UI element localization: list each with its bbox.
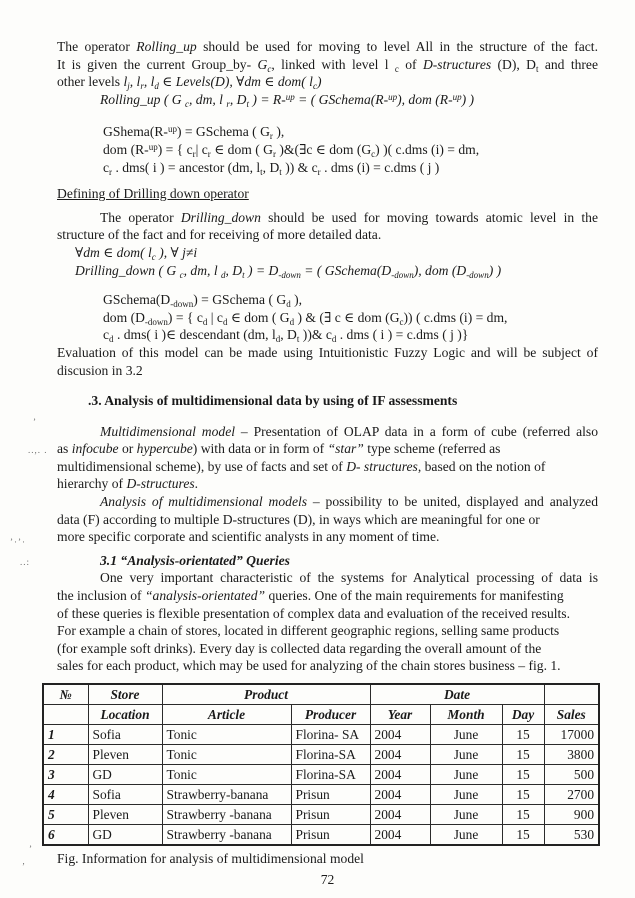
scan-artifact: ‚ [22,856,26,866]
scan-artifact: ’ [33,417,37,427]
text-line: Rolling_up ( G $_c$, dm, l $_r$, $D_t$ ) = R-$^{up}$ = ( GSchema(R-$^{up}$), dom (R-$^{up}$) ) [100,91,475,109]
text-line: GShema(R-$^{up}$) = GSchema ( $G_r$ ), [103,124,285,142]
table-cell: 2004 [370,805,430,825]
table-cell: June [430,725,502,745]
table-body [43,725,599,846]
multidimensional-model-paragraph [57,423,598,493]
text-line: hierarchy of D-structures. [57,476,199,492]
table-cell: Florina-SA [291,765,370,785]
column-header-date: Date [370,684,544,705]
text-line: dom (R-$^{up}$) = { $c_r|$ $c_r$ ∈ dom ( $G_r$ )&(∃c ∈ dom $(G_c)$ )( c.dms (i) = dm, [103,141,480,159]
analysis-models-paragraph [57,493,598,546]
text-line: $c_d$ . dms( i )∈ descendant (dm, $l_d$, $D_t$ ))& $c_d$ . dms ( i ) = c.dms ( j )} [103,327,469,345]
scan-artifact: ’·’· [10,537,26,547]
table-cell: Florina- SA [291,725,370,745]
column-header-location: Location [88,705,162,725]
table-cell: 2004 [370,765,430,785]
table-cell: 3 [43,765,88,785]
table-header [43,684,599,725]
table-cell: Pleven [88,745,162,765]
table-cell: 2004 [370,745,430,765]
text-line: $c_r$ . dms( i ) = ancestor (dm, $l_t$, $D_t$ )) & $c_r$ . dms (i) = c.dms ( j ) [103,159,440,177]
text-line: the inclusion of “analysis-orientated” queries. One of the main requirements for manifesting [57,588,564,604]
table-cell: 2004 [370,825,430,846]
table-cell: 2700 [544,785,599,805]
text-line: dom $(D_{-down})$ = { $c_d$ | $c_d$ ∈ dom ( $G_d$ ) & (∃ c ∈ dom $(G_c)$) ( c.dms (i) = dm, [103,309,508,327]
text-line: For example a chain of stores, located in different geographic regions, selling same products [57,623,560,639]
section-3-1-heading: 3.1 “Analysis-orientated” Queries [100,552,290,568]
table-cell: 15 [502,825,544,846]
figure-1-table [42,683,600,846]
table-cell: 1 [43,725,88,745]
table-cell: 3800 [544,745,599,765]
table-cell: June [430,765,502,785]
scan-artifact: ..,. . [28,445,48,455]
section-3-heading: .3. Analysis of multidimensional data by using of IF assessments [88,393,458,409]
drilling-down-section-heading: Defining of Drilling down operator [57,186,249,202]
table-cell: Prisun [291,805,370,825]
drilling-down-paragraph [57,209,598,244]
table-cell: 6 [43,825,88,846]
column-header-number: № [43,684,88,705]
table-cell: Prisun [291,825,370,846]
table-cell: June [430,805,502,825]
table-row [43,825,599,846]
table-cell: 4 [43,785,88,805]
table-cell: Tonic [162,725,291,745]
table-cell: June [430,825,502,846]
text-line: as infocube or hypercube) with data or in form of “star” type scheme (referred as [57,441,501,457]
text-line: ∀dm ∈ dom( $l_c$ ), ∀ j≠i [75,244,198,262]
scan-artifact: ’ [29,844,33,854]
drilling-down-definition-block [103,291,598,344]
text-line: of these queries is flexible presentation of complex data and evaluation of the received results. [57,605,570,621]
text-line: discusion in 3.2 [57,362,143,378]
table-cell: Sofia [88,785,162,805]
text-line: structure of the fact and for receiving of more detailed data. [57,227,382,243]
rolling-up-formula [100,91,598,109]
table-cell: 2 [43,745,88,765]
column-header-product: Product [162,684,370,705]
table-cell: GD [88,825,162,846]
table-group-header-row [43,684,599,705]
text-line: Evaluation of this model can be made using Intuitionistic Fuzzy Logic and will be subject of [57,344,598,360]
table-cell: 500 [544,765,599,785]
table-cell: Tonic [162,765,291,785]
table-cell: 15 [502,805,544,825]
column-header-spacer [544,684,599,705]
table-cell: Sofia [88,725,162,745]
column-header-producer: Producer [291,705,370,725]
table-row [43,725,599,745]
table-row [43,745,599,765]
text-line: Multidimensional model – Presentation of OLAP data in a form of cube (referred also [100,423,598,439]
drilling-down-formula [75,244,598,279]
table-cell: 15 [502,785,544,805]
table-cell: June [430,785,502,805]
table-cell: 15 [502,745,544,765]
table-row [43,765,599,785]
table-cell: June [430,745,502,765]
scan-artifact: ..: [20,557,31,567]
text-line: It is given the current Group_by- $G_c$, linked with level l $_c$ of D-structures (D), $D_t$ and three [57,56,599,74]
page-content [48,38,599,888]
text-line: Drilling_down ( G $_c$, dm, l $_d$, $D_t$ ) = $D_{-down}$ = ( $GSchema(D_{-down})$, dom $(D_{-down})$ ) [75,262,502,280]
text-line: $GSchema(D_{-down})$ = GSchema ( $G_d$ ), [103,292,303,310]
table-cell: Strawberry -banana [162,825,291,846]
text-line: more specific corporate and scientific analysts in any moment of time. [57,529,440,545]
rolling-up-paragraph [57,38,598,91]
table-cell: Strawberry-banana [162,785,291,805]
table-cell: Florina-SA [291,745,370,765]
text-line: data (F) according to multiple D-structures (D), in ways which are meaningful for one or [57,511,540,527]
rolling-up-definition-block [103,123,598,176]
text-line: The operator Drilling_down should be used for moving towards atomic level in the [100,209,598,225]
text-line: Analysis of multidimensional models – possibility to be united, displayed and analyzed [100,494,598,510]
table-cell: 17000 [544,725,599,745]
text-line: One very important characteristic of the systems for Analytical processing of data is [100,570,598,586]
table-cell: Prisun [291,785,370,805]
text-line: other levels $l_j$, $l_r$, $l_d$ ∈ Levels(D), ∀dm ∈ dom( $l_c$) [57,74,322,92]
evaluation-paragraph [57,344,598,379]
table-cell: 900 [544,805,599,825]
figure-caption: Fig. Information for analysis of multidimensional model [57,851,364,866]
page-number: 72 [320,871,335,887]
table-cell: 530 [544,825,599,846]
table-cell: Pleven [88,805,162,825]
table-cell: Strawberry -banana [162,805,291,825]
table-row [43,785,599,805]
table-cell: 2004 [370,725,430,745]
text-line: (for example soft drinks). Every day is collected data regarding the overall amount of the [57,640,542,656]
table-cell: 5 [43,805,88,825]
table-cell: 15 [502,725,544,745]
column-header-sales: Sales [544,705,599,725]
column-header-day: Day [502,705,544,725]
table-cell: Tonic [162,745,291,765]
text-line: The operator Rolling_up should be used for moving to level All in the structure of the fact. [57,39,598,54]
text-line: sales for each product, which may be used for analyzing of the chain stores business – fig. 1. [57,658,561,674]
column-subheader-blank [43,705,88,725]
table-cell: 15 [502,765,544,785]
analysis-queries-paragraph [57,569,598,675]
table-subheader-row [43,705,599,725]
column-header-article: Article [162,705,291,725]
table-cell: 2004 [370,785,430,805]
text-line: multidimensional scheme), by use of facts and set of D- structures, based on the notion of [57,458,546,474]
column-header-month: Month [430,705,502,725]
column-header-store: Store [88,684,162,705]
table-row [43,805,599,825]
column-header-year: Year [370,705,430,725]
table-cell: GD [88,765,162,785]
